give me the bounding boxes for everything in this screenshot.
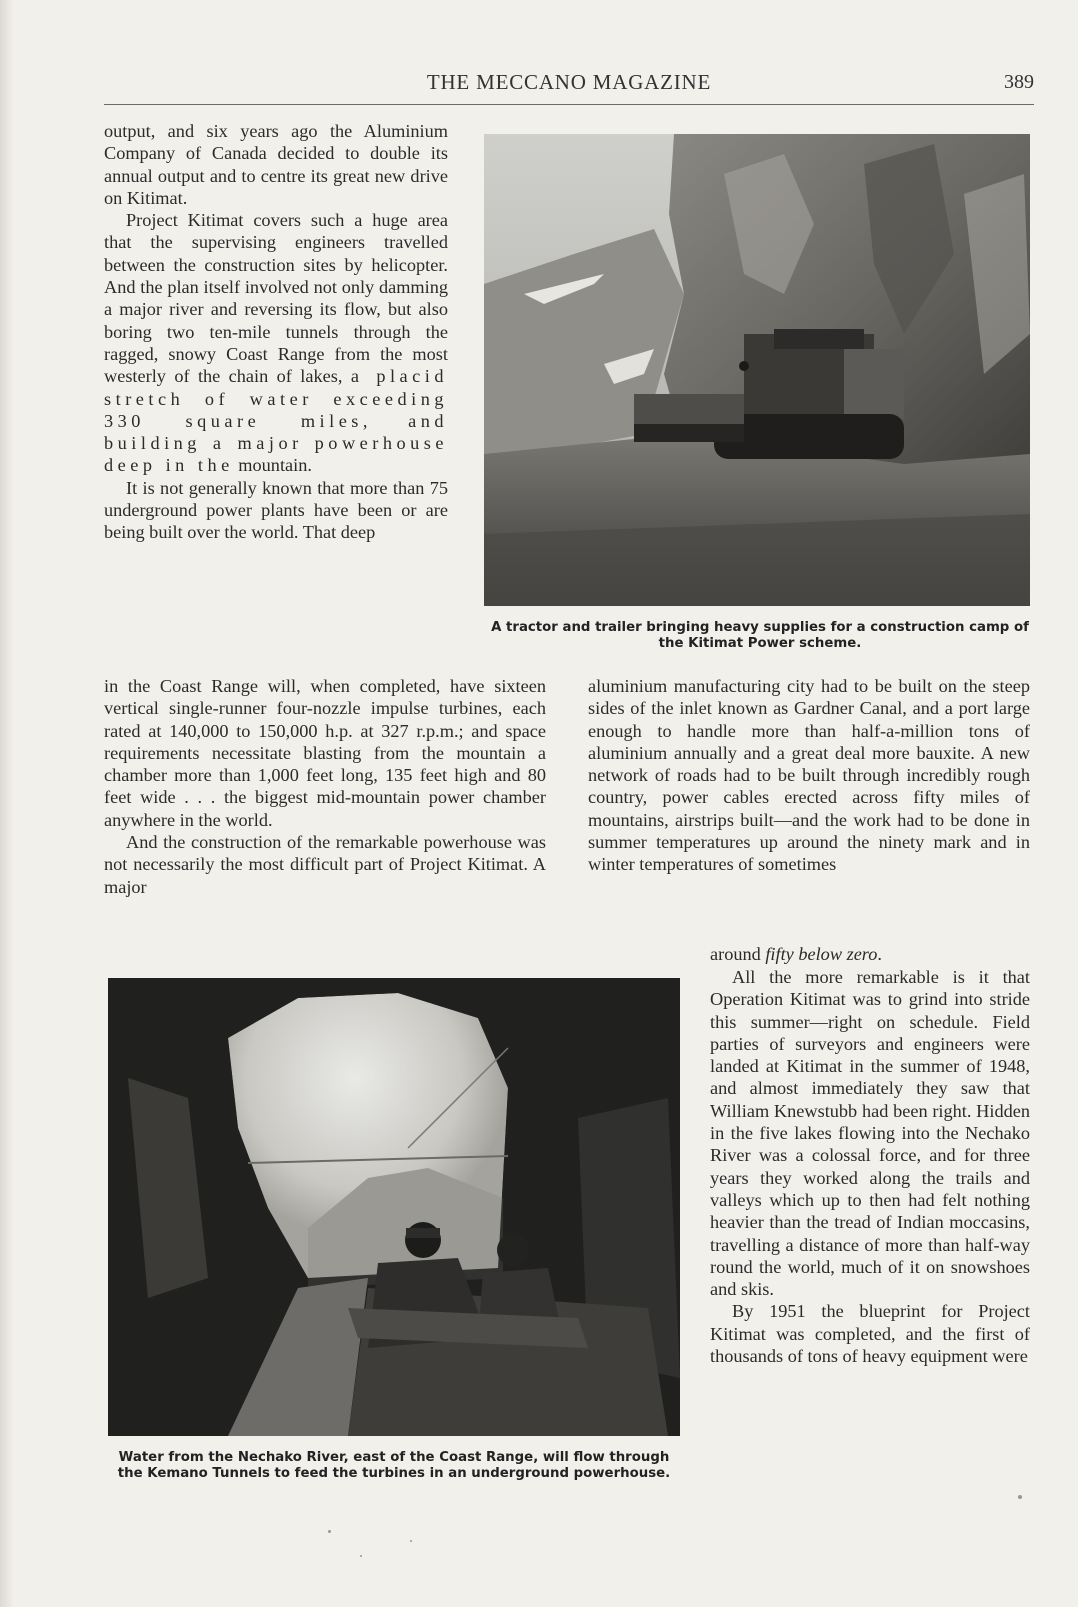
paragraph-2 (104, 209, 448, 477)
article-line-fifty-below (710, 943, 1030, 965)
article-column-right-bottom (710, 966, 1030, 1367)
paragraph-6: All the more remarkable is it that Operation Kitimat was to grind into stride this summer—right on schedule. Field parties of surveyors and engineers were landed at Kitimat in the summer of 1948, and almost immediately they saw that William Knewstubb had been right. Hidden in the five lakes flowing into the Nechako River was a colossal force, and for three years they worked along the trails and valleys which up to then had felt nothing heavier than the tread of Indian moccasins, travelling a distance of more than half-way round the world, much of it on snowshoes and skis. (710, 967, 1030, 1300)
paragraph-5: aluminium manufacturing city had to be built on the steep sides of the inlet known as Gardner Canal, and a port large enough to handle more than half-a-million tons of aluminium annually and a great deal more bauxite. A new network of roads had to be built through incredibly rough country, power cables erected across fifty miles of mountains, airstrips built—and the work had to be done in summer temperatures up around the ninety mark and in winter temperatures of sometimes (588, 676, 1030, 875)
paragraph-7: By 1951 the blueprint for Project Kitimat was completed, and the first of thousands of tons of heavy equipment were (710, 1301, 1030, 1367)
article-column-left-top (104, 120, 448, 544)
paragraph-3-continued: in the Coast Range will, when completed, have sixteen vertical single-runner four-nozzle impulse turbines, each rated at 140,000 to 150,000 h.p. at 327 r.p.m.; and space requirements necessitate blasting from the mountain a chamber more than 1,000 feet long, 135 feet high and 80 feet wide . . . the biggest mid-mountain power chamber anywhere in the world. (104, 676, 546, 830)
paragraph-2-spaced-2: and building a major powerhouse deep in the (104, 410, 448, 476)
page-header (104, 68, 1034, 105)
fifty-below-zero-text: fifty below zero (765, 944, 878, 964)
tractor-photo (484, 134, 1030, 606)
tunnel-photo (108, 978, 680, 1436)
article-column-right-mid (588, 675, 1030, 876)
paragraph-2-end: mountain. (238, 455, 312, 476)
print-speckle (328, 1530, 331, 1533)
paragraph-2-spaced-1: a placid stretch of water exceeding 330 square miles, (104, 366, 449, 431)
paragraph-2-text: Project Kitimat covers such a huge area that the supervising engineers travelled between the construction sites by helicopter. And the plan itself involved not only damming a major river and reversing its flow, but also boring two ten-mile tunnels through the ragged, snowy Coast Range from the most westerly of the chain of lakes, (104, 210, 448, 387)
tractor-photo-caption: A tractor and trailer bringing heavy supplies for a construction camp of the Kitimat Power scheme. (491, 620, 1029, 651)
print-speckle (1018, 1495, 1022, 1499)
print-speckle (410, 1540, 412, 1542)
around-text: around (710, 944, 761, 964)
page-edge (0, 0, 14, 1607)
sentence-end: . (877, 944, 882, 964)
print-speckle (360, 1555, 362, 1557)
page-number: 389 (1004, 71, 1034, 93)
paragraph-4: And the construction of the remarkable powerhouse was not necessarily the most difficult part of Project Kitimat. A major (104, 832, 546, 897)
paragraph-1: output, and six years ago the Aluminium Company of Canada decided to double its annual output and to centre its great new drive on Kitimat. (104, 121, 448, 208)
paragraph-3: It is not generally known that more than 75 underground power plants have been or are being built over the world. That deep (104, 477, 448, 543)
magazine-title: THE MECCANO MAGAZINE (426, 70, 712, 94)
tunnel-photo-caption: Water from the Nechako River, east of the Coast Range, will flow through the Kemano Tunnels to feed the turbines in an underground powerhouse. (117, 1450, 671, 1481)
tunnel-photo-image (108, 978, 680, 1436)
tractor-photo-image (484, 134, 1030, 606)
article-column-left-mid (104, 675, 546, 898)
